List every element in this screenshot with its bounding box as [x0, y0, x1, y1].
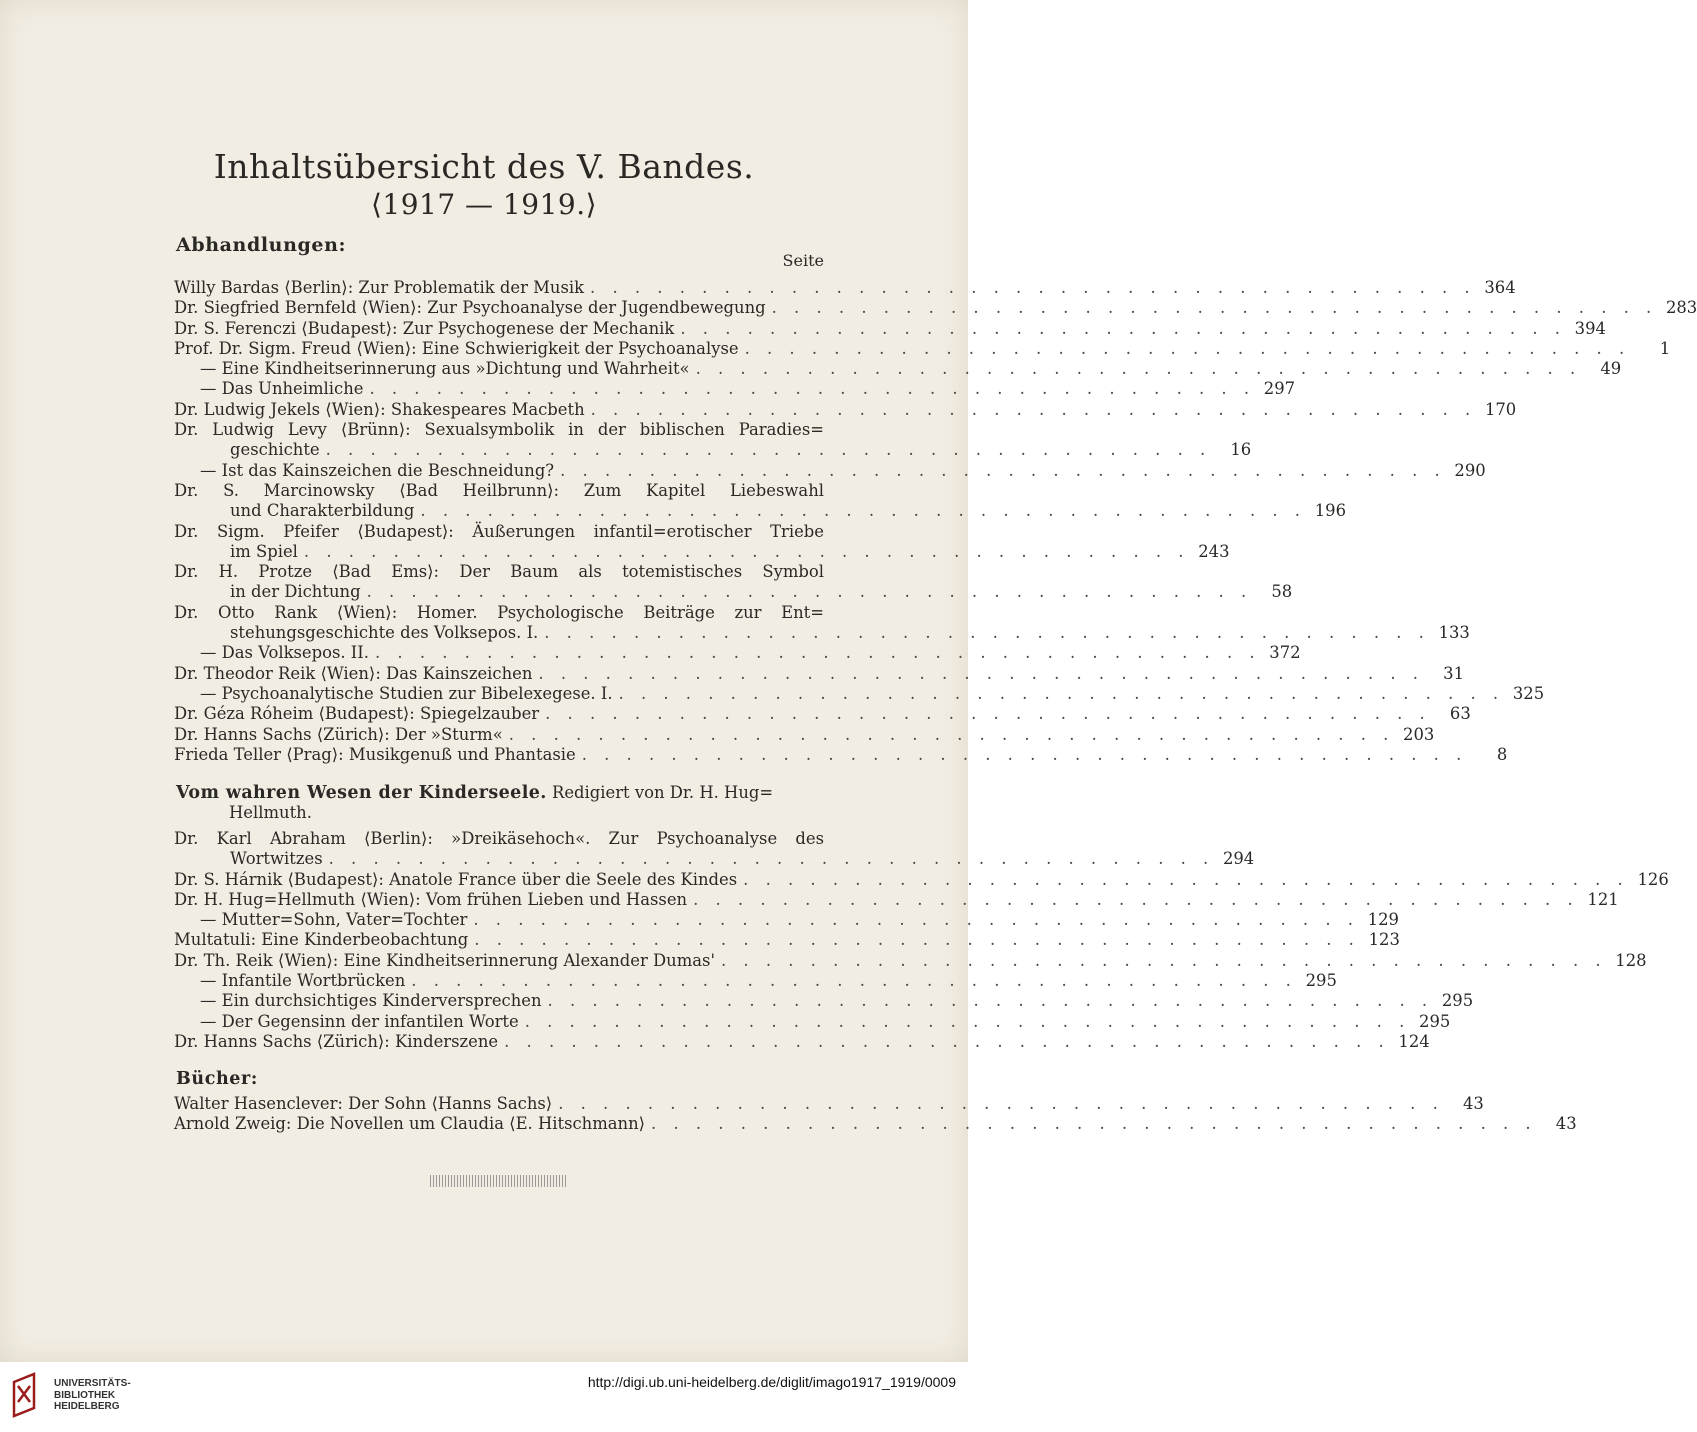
- toc-entry-text: — Mutter=Sohn, Vater=Tochter: [200, 910, 468, 930]
- page-column-label: Seite: [782, 251, 824, 270]
- toc-entry-text: Dr. Hanns Sachs ⟨Zürich⟩: Kinderszene: [174, 1031, 499, 1051]
- toc-page-number: 63: [1449, 704, 1471, 724]
- library-logo-text: [54, 1378, 131, 1413]
- toc-dot-leader: . . . . . . . . . . . . . . . . . . . . . . . . . . . . . . . . . . . . . . . .: [420, 501, 1307, 521]
- toc-entry-text: Dr. S. Hárnik ⟨Budapest⟩: Anatole France über die Seele des Kindes: [174, 869, 738, 889]
- toc-dot-leader: . . . . . . . . . . . . . . . . . . . . . . . . . . . . . . . . . . . . . . . .: [680, 318, 1566, 338]
- toc-dot-leader: . . . . . . . . . . . . . . . . . . . . . . . . . . . . . . . . . . . . . . . .: [547, 991, 1434, 1011]
- toc-entry: [174, 541, 1230, 562]
- toc-entry: [174, 829, 824, 849]
- toc-entry-text: Dr. Siegfried Bernfeld ⟨Wien⟩: Zur Psychoanalyse der Jugendbewegung: [174, 298, 766, 318]
- toc-page-number: 124: [1398, 1031, 1430, 1051]
- toc-page-number: 16: [1230, 440, 1252, 460]
- toc-entry-text: Dr. S. Ferenczi ⟨Budapest⟩: Zur Psychogenese der Mechanik: [174, 318, 675, 338]
- toc-list-buecher: [174, 1094, 1577, 1135]
- toc-page-number: 8: [1496, 744, 1508, 764]
- toc-dot-leader: . . . . . . . . . . . . . . . . . . . . . . . . . . . . . . . . . . . . . . . .: [524, 1011, 1411, 1031]
- toc-dot-leader: . . . . . . . . . . . . . . . . . . . . . . . . . . . . . . . . . . . . . . . .: [771, 298, 1658, 318]
- toc-entry-text: Multatuli: Eine Kinderbeobachtung: [174, 930, 469, 950]
- toc-dot-leader: . . . . . . . . . . . . . . . . . . . . . . . . . . . . . . . . . . . . . . . .: [693, 889, 1579, 909]
- toc-entry-text: — Das Volksepos. II.: [200, 643, 369, 663]
- section-heading-abhandlungen: Abhandlungen:: [176, 234, 347, 256]
- end-ornament: [430, 1175, 566, 1187]
- toc-entry: [174, 704, 1471, 724]
- toc-page-number: 31: [1443, 663, 1465, 683]
- toc-page-number: 290: [1454, 460, 1486, 480]
- toc-entry: [174, 1114, 1577, 1134]
- toc-dot-leader: . . . . . . . . . . . . . . . . . . . . . . . . . . . . . . . . . . . . . . . .: [508, 724, 1395, 744]
- toc-entry: [174, 1094, 1484, 1114]
- toc-entry-text: Arnold Zweig: Die Novellen um Claudia ⟨E. Hitschmann⟩: [174, 1114, 646, 1134]
- toc-page-number: 283: [1665, 298, 1697, 318]
- toc-entry-text: Dr. H. Hug=Hellmuth ⟨Wien⟩: Vom frühen Lieben und Hassen: [174, 889, 688, 909]
- toc-entry-text: geschichte: [230, 440, 320, 460]
- toc-page-number: 196: [1314, 501, 1347, 521]
- toc-entry-text: Dr. Ludwig Jekels ⟨Wien⟩: Shakespeares Macbeth: [174, 399, 585, 419]
- toc-page-number: 243: [1198, 541, 1230, 561]
- toc-entry-text: im Spiel: [230, 541, 298, 561]
- toc-entry: [174, 971, 1337, 991]
- toc-entry: [174, 623, 1470, 643]
- toc-entry: [174, 420, 824, 440]
- toc-entry-text: — Ist das Kainszeichen die Beschneidung?: [200, 460, 555, 480]
- section-heading-kinderseele-editor: Redigiert von Dr. H. Hug=: [551, 783, 774, 802]
- toc-page-number: 295: [1305, 971, 1337, 991]
- toc-entry: [174, 663, 1465, 684]
- volume-years: ⟨1917 — 1919.⟩: [370, 188, 598, 221]
- toc-page-number: 43: [1462, 1094, 1484, 1113]
- toc-entry: [174, 1011, 1451, 1032]
- toc-entry: [174, 278, 1516, 298]
- toc-list-kinderseele: [174, 829, 1669, 1052]
- toc-entry: [174, 522, 824, 542]
- toc-entry: [174, 440, 1252, 460]
- toc-page-number: 394: [1574, 318, 1606, 338]
- toc-entry: [174, 930, 1400, 950]
- toc-entry-text: Dr. Theodor Reik ⟨Wien⟩: Das Kainszeichen: [174, 663, 533, 683]
- toc-page-number: 126: [1637, 869, 1669, 889]
- toc-page-number: 372: [1269, 643, 1301, 663]
- logo-line-2: BIBLIOTHEK: [54, 1389, 116, 1401]
- toc-entry: [174, 338, 1671, 359]
- toc-page-number: 121: [1587, 889, 1619, 909]
- toc-entry: [174, 318, 1606, 339]
- toc-entry-text: — Psychoanalytische Studien zur Bibelexegese. I.: [200, 683, 613, 703]
- toc-entry: [174, 460, 1486, 481]
- section-heading-kinderseele-title: Vom wahren Wesen der Kinderseele.: [176, 783, 547, 803]
- section-heading-kinderseele-cont: Hellmuth.: [229, 803, 312, 822]
- toc-entry-text: Prof. Dr. Sigm. Freud ⟨Wien⟩: Eine Schwierigkeit der Psychoanalyse: [174, 338, 739, 358]
- toc-dot-leader: . . . . . . . . . . . . . . . . . . . . . . . . . . . . . . . . . . . . . . . .: [590, 278, 1476, 297]
- toc-page-number: 43: [1555, 1114, 1577, 1134]
- toc-dot-leader: . . . . . . . . . . . . . . . . . . . . . . . . . . . . . . . . . . . . . . . .: [369, 379, 1256, 399]
- toc-dot-leader: . . . . . . . . . . . . . . . . . . . . . . . . . . . . . . . . . . . . . . . .: [558, 1094, 1444, 1113]
- toc-entry-text: Dr. Karl Abraham ⟨Berlin⟩: »Dreikäsehoch«. Zur Psychoanalyse des: [174, 829, 824, 848]
- toc-entry-text: — Ein durchsichtiges Kinderversprechen: [200, 991, 542, 1011]
- toc-page-number: 295: [1441, 991, 1474, 1011]
- toc-entry: [174, 950, 1647, 971]
- library-logo-icon: [12, 1372, 46, 1418]
- toc-dot-leader: . . . . . . . . . . . . . . . . . . . . . . . . . . . . . . . . . . . . . . . .: [328, 849, 1215, 869]
- toc-dot-leader: . . . . . . . . . . . . . . . . . . . . . . . . . . . . . . . . . . . . . . . .: [590, 399, 1477, 419]
- source-url-link[interactable]: http://digi.ub.uni-heidelberg.de/diglit/imago1917_1919/0009: [587, 1374, 956, 1390]
- toc-entry: [174, 562, 824, 582]
- toc-dot-leader: . . . . . . . . . . . . . . . . . . . . . . . . . . . . . . . . . . . . . . . .: [474, 930, 1360, 950]
- toc-entry-text: Dr. S. Marcinowsky ⟨Bad Heilbrunn⟩: Zum Kapitel Liebeswahl: [174, 480, 824, 500]
- toc-page-number: 123: [1368, 930, 1400, 950]
- toc-entry-text: Dr. Géza Róheim ⟨Budapest⟩: Spiegelzauber: [174, 704, 540, 724]
- toc-entry: [174, 298, 1697, 318]
- toc-entry-text: stehungsgeschichte des Volksepos. I.: [230, 623, 539, 643]
- toc-page-number: 128: [1615, 950, 1647, 970]
- section-heading-kinderseele: [176, 783, 786, 803]
- toc-page-number: 203: [1403, 724, 1435, 744]
- toc-dot-leader: . . . . . . . . . . . . . . . . . . . . . . . . . . . . . . . . . . . . . . . .: [544, 623, 1430, 643]
- toc-entry: [174, 683, 1545, 704]
- toc-entry: [174, 889, 1619, 910]
- toc-dot-leader: . . . . . . . . . . . . . . . . . . . . . . . . . . . . . . . . . . . . . . . .: [325, 440, 1212, 460]
- toc-dot-leader: . . . . . . . . . . . . . . . . . . . . . . . . . . . . . . . . . . . . . . . .: [366, 582, 1253, 602]
- toc-entry-text: Dr. Hanns Sachs ⟨Zürich⟩: Der »Sturm«: [174, 724, 503, 744]
- toc-entry: [174, 359, 1622, 379]
- toc-page-number: 294: [1222, 849, 1255, 869]
- toc-entry-text: Wortwitzes: [230, 849, 323, 869]
- toc-entry-text: — Infantile Wortbrücken: [200, 971, 406, 991]
- toc-entry: [174, 399, 1517, 420]
- toc-dot-leader: . . . . . . . . . . . . . . . . . . . . . . . . . . . . . . . . . . . . . . . .: [560, 460, 1446, 480]
- toc-entry: [174, 643, 1301, 663]
- toc-dot-leader: . . . . . . . . . . . . . . . . . . . . . . . . . . . . . . . . . . . . . . . .: [473, 910, 1359, 930]
- section-heading-buecher: Bücher:: [176, 1069, 258, 1089]
- toc-entry: [174, 744, 1508, 765]
- toc-entry-text: Dr. Sigm. Pfeifer ⟨Budapest⟩: Äußerungen infantil=erotischer Triebe: [174, 521, 824, 541]
- toc-entry: [174, 481, 824, 501]
- toc-entry-text: Dr. Ludwig Levy ⟨Brünn⟩: Sexualsymbolik in der biblischen Paradies=: [174, 420, 824, 440]
- toc-page-number: 129: [1367, 910, 1399, 930]
- toc-entry: [174, 869, 1669, 890]
- toc-dot-leader: . . . . . . . . . . . . . . . . . . . . . . . . . . . . . . . . . . . . . . . .: [538, 663, 1425, 683]
- toc-page-number: 295: [1419, 1011, 1451, 1031]
- toc-dot-leader: . . . . . . . . . . . . . . . . . . . . . . . . . . . . . . . . . . . . . . . .: [504, 1031, 1390, 1051]
- toc-entry-text: Willy Bardas ⟨Berlin⟩: Zur Problematik der Musik: [174, 278, 585, 297]
- toc-dot-leader: . . . . . . . . . . . . . . . . . . . . . . . . . . . . . . . . . . . . . . . .: [744, 338, 1631, 358]
- logo-line-3: HEIDELBERG: [54, 1401, 120, 1412]
- toc-page-number: 49: [1600, 359, 1622, 379]
- toc-entry-text: Walter Hasenclever: Der Sohn ⟨Hanns Sachs⟩: [174, 1094, 553, 1113]
- toc-entry: [174, 849, 1255, 869]
- toc-entry: [174, 603, 824, 623]
- toc-entry: [174, 501, 1347, 521]
- page-title: Inhaltsübersicht des V. Bandes.: [213, 147, 755, 186]
- toc-entry-text: — Eine Kindheitserinnerung aus »Dichtung und Wahrheit«: [200, 359, 690, 379]
- toc-dot-leader: . . . . . . . . . . . . . . . . . . . . . . . . . . . . . . . . . . . . . . . .: [581, 744, 1468, 764]
- toc-dot-leader: . . . . . . . . . . . . . . . . . . . . . . . . . . . . . . . . . . . . . . . .: [374, 643, 1261, 663]
- toc-entry-text: — Der Gegensinn der infantilen Worte: [200, 1011, 519, 1031]
- toc-entry-text: Dr. Otto Rank ⟨Wien⟩: Homer. Psychologische Beiträge zur Ent=: [174, 602, 824, 622]
- toc-page-number: 325: [1512, 683, 1545, 703]
- toc-dot-leader: . . . . . . . . . . . . . . . . . . . . . . . . . . . . . . . . . . . . . . . .: [651, 1114, 1537, 1134]
- toc-dot-leader: . . . . . . . . . . . . . . . . . . . . . . . . . . . . . . . . . . . . . . . .: [303, 541, 1190, 561]
- toc-dot-leader: . . . . . . . . . . . . . . . . . . . . . . . . . . . . . . . . . . . . . . . .: [545, 704, 1431, 724]
- toc-page-number: 133: [1438, 623, 1470, 643]
- toc-entry-text: und Charakterbildung: [230, 501, 415, 521]
- toc-dot-leader: . . . . . . . . . . . . . . . . . . . . . . . . . . . . . . . . . . . . . . . .: [618, 683, 1505, 703]
- toc-page-number: 1: [1659, 338, 1671, 358]
- toc-entry-text: Dr. H. Protze ⟨Bad Ems⟩: Der Baum als totemistisches Symbol: [174, 562, 824, 582]
- toc-dot-leader: . . . . . . . . . . . . . . . . . . . . . . . . . . . . . . . . . . . . . . . .: [695, 359, 1582, 379]
- toc-entry: [174, 582, 1293, 602]
- toc-page-number: 58: [1271, 582, 1293, 602]
- toc-dot-leader: . . . . . . . . . . . . . . . . . . . . . . . . . . . . . . . . . . . . . . . .: [720, 950, 1607, 970]
- toc-dot-leader: . . . . . . . . . . . . . . . . . . . . . . . . . . . . . . . . . . . . . . . .: [743, 869, 1629, 889]
- toc-entry: [174, 724, 1435, 745]
- toc-page-number: 364: [1484, 278, 1516, 297]
- toc-entry-text: in der Dichtung: [230, 582, 361, 602]
- toc-entry: [174, 379, 1296, 399]
- toc-list-abhandlungen: [174, 278, 1697, 765]
- footer-bar: [0, 1362, 968, 1432]
- toc-page-number: 297: [1263, 379, 1296, 399]
- toc-dot-leader: . . . . . . . . . . . . . . . . . . . . . . . . . . . . . . . . . . . . . . . .: [411, 971, 1297, 991]
- toc-page-number: 170: [1484, 399, 1517, 419]
- toc-entry-text: Dr. Th. Reik ⟨Wien⟩: Eine Kindheitserinnerung Alexander Dumas': [174, 950, 715, 970]
- logo-line-1: UNIVERSITÄTS-: [54, 1378, 131, 1389]
- toc-entry: [174, 991, 1474, 1011]
- toc-entry-text: — Das Unheimliche: [200, 379, 364, 399]
- toc-entry: [174, 1031, 1430, 1052]
- toc-entry: [174, 910, 1399, 930]
- toc-entry-text: Frieda Teller ⟨Prag⟩: Musikgenuß und Phantasie: [174, 744, 576, 764]
